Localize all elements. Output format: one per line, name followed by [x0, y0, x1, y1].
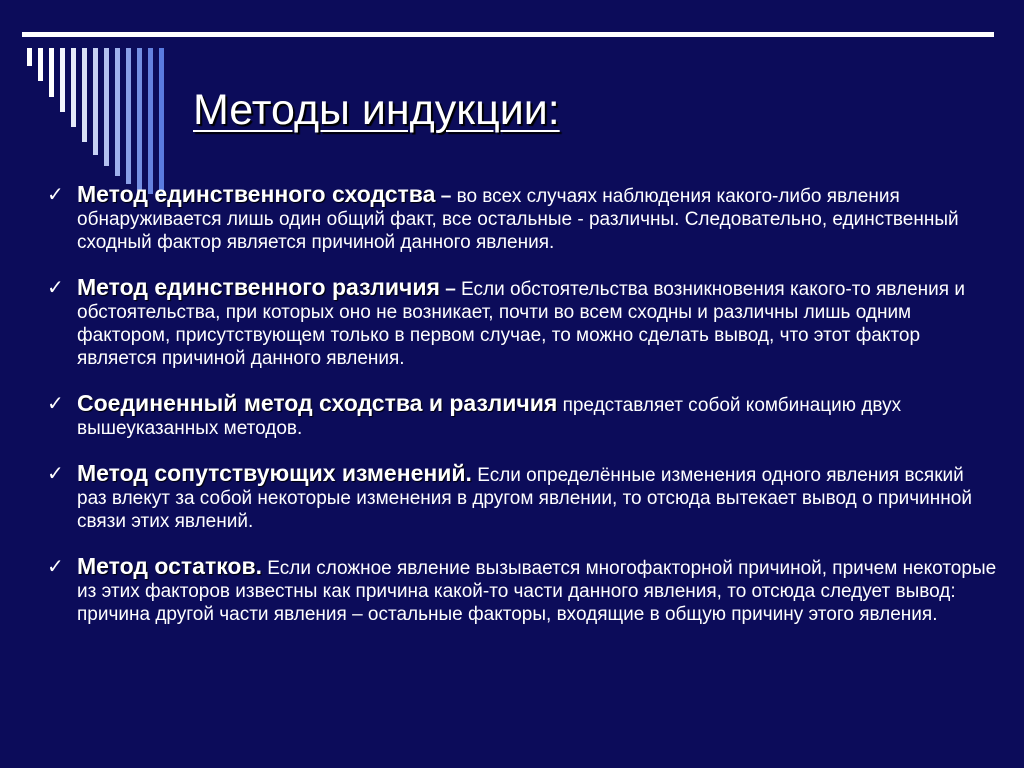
list-item — [47, 555, 997, 626]
deco-bar — [71, 48, 76, 127]
list-item — [47, 183, 997, 254]
method-name: Соединенный метод сходства и различия — [77, 390, 558, 416]
method-description: Если обстоятельства возникновения какого-то явления и обстоятельства, при которых оно не возникает, почти во всем сходны и различны лишь одним фактором, присутствующем только в первом случае, то можно сделать вывод, что этот фактор является причиной данного явления. — [77, 279, 965, 369]
method-name: Метод остатков. — [77, 553, 262, 579]
deco-bar — [38, 48, 43, 81]
check-icon: ✓ — [47, 391, 64, 415]
method-name: Метод сопутствующих изменений. — [77, 460, 472, 486]
deco-bar — [82, 48, 87, 142]
deco-bar — [104, 48, 109, 166]
decorative-bars — [0, 0, 180, 200]
separator: – — [439, 279, 462, 300]
deco-bar — [137, 48, 142, 190]
method-name: Метод единственного различия — [77, 274, 440, 300]
deco-bar — [49, 48, 54, 97]
method-description: Если сложное явление вызывается многофакторной причиной, причем некоторые из этих факторов известны как причина какой-то части данного явления, то отсюда следует вывод: причина другой части явления – остальные факторы, входящие в общую причину этого явления. — [77, 558, 997, 625]
deco-bar — [60, 48, 65, 112]
list-item — [47, 392, 997, 440]
deco-bar — [148, 48, 153, 194]
method-description: Если определённые изменения одного явления всякий раз влекут за собой некоторые изменения в другом явлении, то отсюда вытекает вывод о причинной связи этих явлений. — [77, 465, 972, 532]
deco-bar — [27, 48, 32, 66]
bullet-list — [47, 183, 997, 648]
deco-bar — [93, 48, 98, 155]
separator: – — [435, 186, 457, 207]
list-item — [47, 462, 997, 533]
slide-title: Методы индукции: — [193, 86, 560, 134]
check-icon: ✓ — [47, 275, 64, 299]
check-icon: ✓ — [47, 554, 64, 578]
method-description: представляет собой комбинацию двух вышеуказанных методов. — [77, 395, 902, 439]
method-name: Метод единственного сходства — [77, 181, 436, 207]
check-icon: ✓ — [47, 182, 64, 206]
deco-bar — [159, 48, 164, 196]
method-description: во всех случаях наблюдения какого-либо явления обнаруживается лишь один общий факт, все остальные - различны. Следовательно, единственный сходный фактор является причиной данного явления. — [77, 186, 959, 253]
check-icon: ✓ — [47, 461, 64, 485]
list-item — [47, 276, 997, 370]
deco-bar — [115, 48, 120, 176]
deco-bar — [126, 48, 131, 184]
